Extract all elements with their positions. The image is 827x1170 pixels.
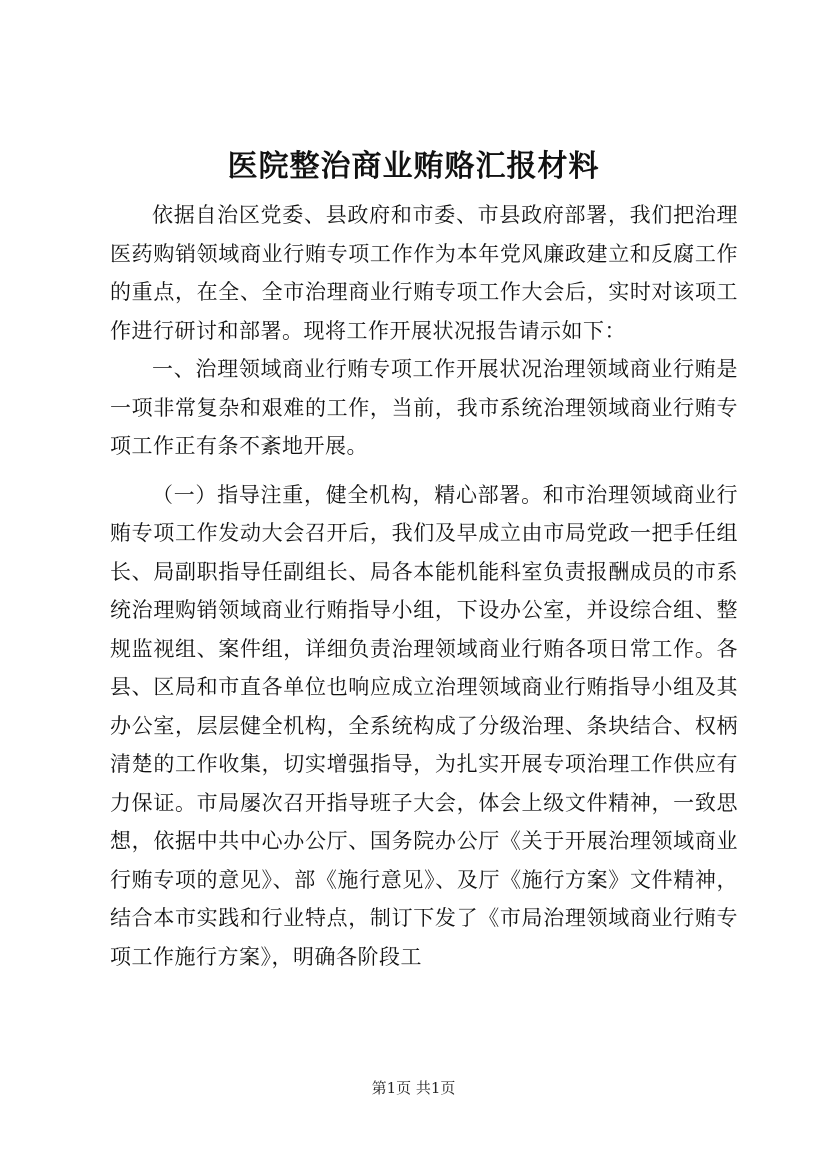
document-body: [110, 196, 738, 976]
paragraph-intro: 依据自治区党委、县政府和市委、市县政府部署，我们把治理医药购销领域商业行贿专项工作作为本年党风廉政建立和反腐工作的重点，在全、全市治理商业行贿专项工作大会后，实时对该项工作进行研讨和部署。现将工作开展状况报告请示如下：: [110, 203, 738, 343]
paragraph-subsection-one: （一）指导注重，健全机构，精心部署。和市治理领域商业行贿专项工作发动大会召开后，我们及早成立由市局党政一把手任组长、局副职指导任副组长、局各本能机能科室负责报酬成员的市系统治理购销领域商业行贿指导小组，下设办公室，并设综合组、整规监视组、案件组，详细负责治理领域商业行贿各项日常工作。各县、区局和市直各单位也响应成立治理领域商业行贿指导小组及其办公室，层层健全机构，全系统构成了分级治理、条块结合、权柄清楚的工作收集，切实增强指导，为扎实开展专项治理工作供应有力保证。市局屡次召开指导班子大会，体会上级文件精神，一致思想，依据中共中心办公厅、国务院办公厅《关于开展治理领域商业行贿专项的意见》、部《施行意见》、及厅《施行方案》文件精神，结合本市实践和行业特点，制订下发了《市局治理领域商业行贿专项工作施行方案》，明确各阶段工: [110, 482, 738, 969]
page-number: 第1页 共1页: [371, 1079, 456, 1097]
document-title: 医院整治商业贿赂汇报材料: [227, 149, 600, 184]
paragraph-section-one: 一、治理领域商业行贿专项工作开展状况治理领域商业行贿是一项非常复杂和艰难的工作，当前，我市系统治理领域商业行贿专项工作正有条不紊地开展。: [110, 357, 738, 458]
